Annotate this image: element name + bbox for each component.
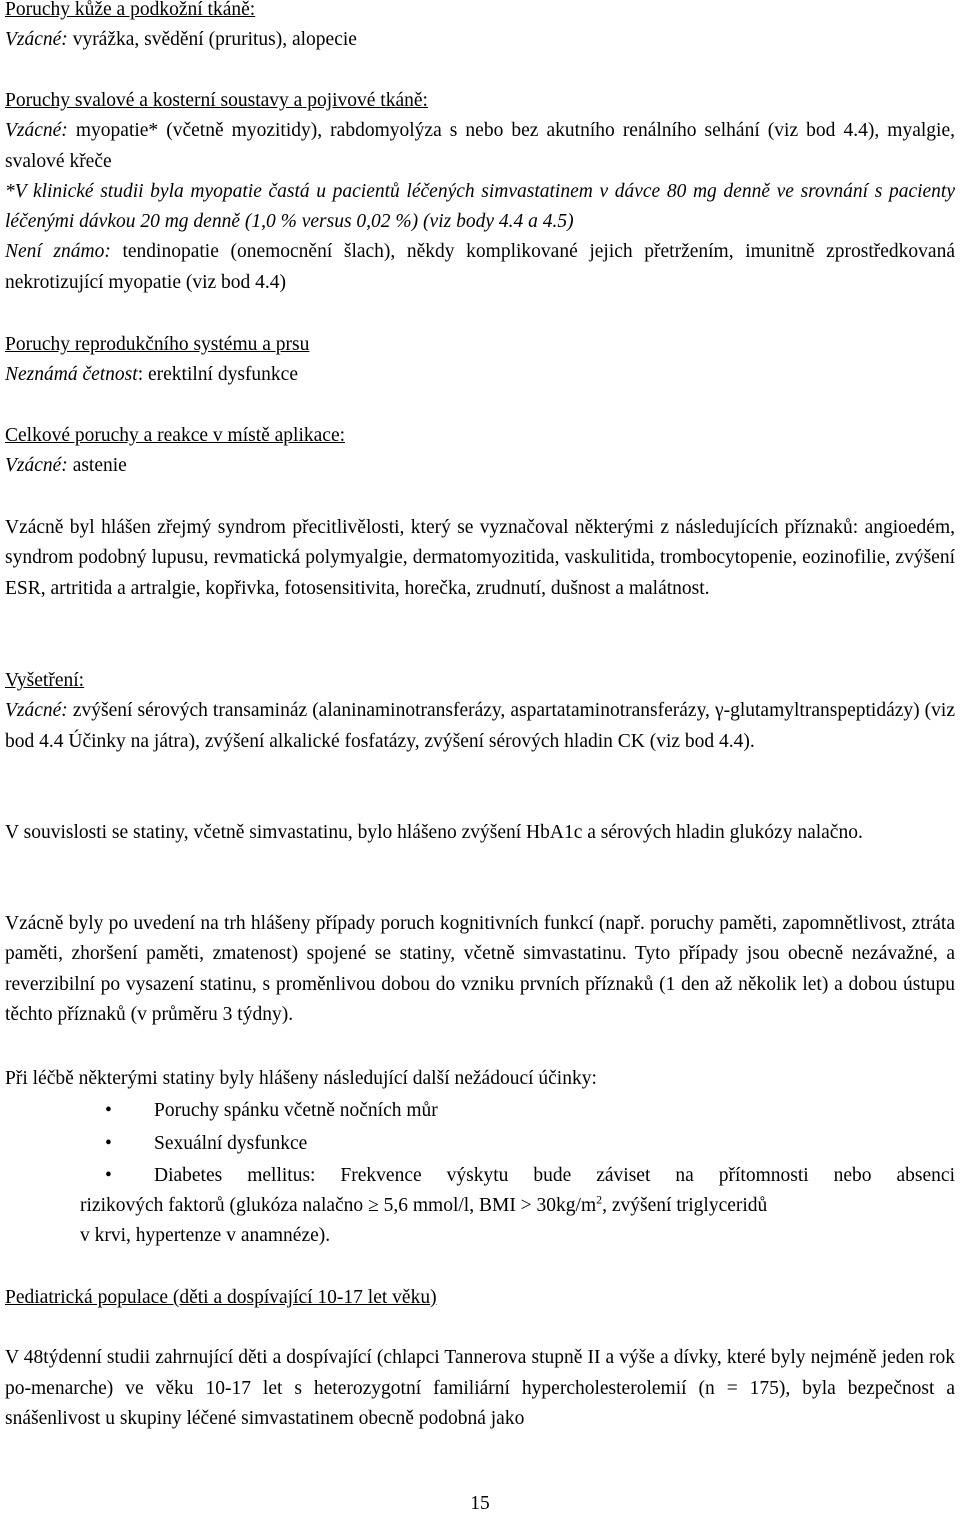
block-hypersensitivity [5, 513, 955, 604]
list-item [5, 1129, 955, 1159]
block-general [5, 421, 955, 482]
muscle-heading: Poruchy svalové a kosterní soustavy a pojivové tkáně: [5, 90, 428, 111]
reproductive-heading: Poruchy reprodukčního systému a prsu [5, 334, 310, 355]
general-heading: Celkové poruchy a reakce v místě aplikace: [5, 425, 346, 446]
list-item-text: Diabetes mellitus: Frekvence výskytu bude záviset na přítomnosti nebo absenci [154, 1164, 955, 1186]
list-item-text-end: v krvi, hypertenze v anamnéze). [80, 1225, 331, 1247]
reproductive-frequency: Neznámá četnost [5, 364, 138, 386]
bullet-icon: • [105, 1100, 112, 1122]
page-number: 15 [470, 1493, 490, 1514]
skin-text: vyrážka, svědění (pruritus), alopecie [67, 29, 357, 51]
list-item [5, 1096, 955, 1126]
bullet-icon: • [105, 1132, 112, 1154]
block-reproductive [5, 330, 955, 391]
block-skin [5, 0, 955, 56]
general-frequency: Vzácné: [5, 455, 68, 477]
skin-frequency: Vzácné: [5, 29, 68, 51]
muscle-frequency: Vzácné: [5, 120, 68, 142]
pediatric-heading: Pediatrická populace (děti a dospívající 10-17 let věku) [5, 1287, 437, 1308]
block-hba1c [5, 818, 955, 848]
block-muscle [5, 86, 955, 298]
block-pediatric [5, 1283, 955, 1434]
block-other-effects [5, 1064, 955, 1252]
other-effects-list [5, 1096, 955, 1251]
bullet-icon: • [105, 1164, 112, 1186]
pediatric-text: V 48týdenní studii zahrnující děti a dospívající (chlapci Tannerova stupně II a výše a dívky, které byly nejméně jeden rok po-menarche) ve věku 10-17 let s heterozygotní familiární hypercholesterolemií (n = 175), byla bezpečnost a snášenlivost u skupiny léčené simvastatinem obecně podobná jako [5, 1347, 955, 1429]
investigations-text: zvýšení sérových transamináz (alaninaminotransferázy, aspartataminotransferázy, γ-glutamyltranspeptidázy) (viz bod 4.4 Účinky na játra), zvýšení alkalické fosfatázy, zvýšení sérových hladin CK (viz bod 4.4). [5, 700, 955, 752]
reproductive-text: : erektilní dysfunkce [137, 364, 298, 386]
muscle-text: myopatie* (včetně myozitidy), rabdomyolýza s nebo bez akutního renálního selhání (viz bod 4.4), myalgie, svalové křeče [5, 120, 955, 172]
hba1c-text: V souvislosti se statiny, včetně simvastatinu, bylo hlášeno zvýšení HbA1c a sérových hladin glukózy nalačno. [5, 822, 863, 843]
block-investigations [5, 666, 955, 757]
muscle-unknown-text: tendinopatie (onemocnění šlach), někdy komplikované jejich přetržením, imunitně zprostředkovaná nekrotizující myopatie (viz bod 4.4) [5, 241, 955, 293]
cognitive-text: Vzácně byly po uvedení na trh hlášeny případy poruch kognitivních funkcí (např. poruchy paměti, zapomnětlivost, ztráta paměti, zhoršení paměti, zmatenost) spojené se statiny, včetně simvastatinu. Tyto případy jsou obecně nezávažné, a reverzibilní po vysazení statinu, s proměnlivou dobou do vzniku prvních příznaků (1 den až několik let) a dobou ústupu těchto příznaků (v průměru 3 týdny). [5, 913, 955, 1025]
muscle-unknown-frequency: Není známo: [5, 241, 111, 263]
skin-heading: Poruchy kůže a podkožní tkáně: [5, 0, 256, 20]
list-item [5, 1161, 955, 1252]
investigations-heading: Vyšetření: [5, 670, 85, 691]
list-item-text-cont: rizikových faktorů (glukóza nalačno ≥ 5,6 mmol/l, BMI > 30kg/m [80, 1195, 597, 1217]
hypersensitivity-text: Vzácně byl hlášen zřejmý syndrom přecitlivělosti, který se vyznačoval některými z následujících příznaků: angioedém, syndrom podobný lupusu, revmatická polymyalgie, dermatomyozitida, vaskulitida, trombocytopenie, eozinofilie, zvýšení ESR, artritida a artralgie, kopřivka, fotosensitivita, horečka, zrudnutí, dušnost a malátnost. [5, 517, 955, 599]
muscle-footnote: *V klinické studii byla myopatie častá u pacientů léčených simvastatinem v dávce 80 mg denně ve srovnání s pacienty léčenými dávkou 20 mg denně (1,0 % versus 0,02 %) (viz body 4.4 a 4.5) [5, 180, 955, 233]
other-effects-intro: Při léčbě některými statiny byly hlášeny následující další nežádoucí účinky: [5, 1068, 597, 1089]
investigations-frequency: Vzácné: [5, 700, 68, 722]
block-cognitive [5, 909, 955, 1030]
list-item-text: Sexuální dysfunkce [154, 1132, 308, 1154]
superscript: 2 [596, 1192, 603, 1207]
list-item-text-cont2: , zvýšení triglyceridů [602, 1195, 768, 1217]
general-text: astenie [67, 455, 127, 477]
list-item-text: Poruchy spánku včetně nočních můr [154, 1100, 438, 1122]
